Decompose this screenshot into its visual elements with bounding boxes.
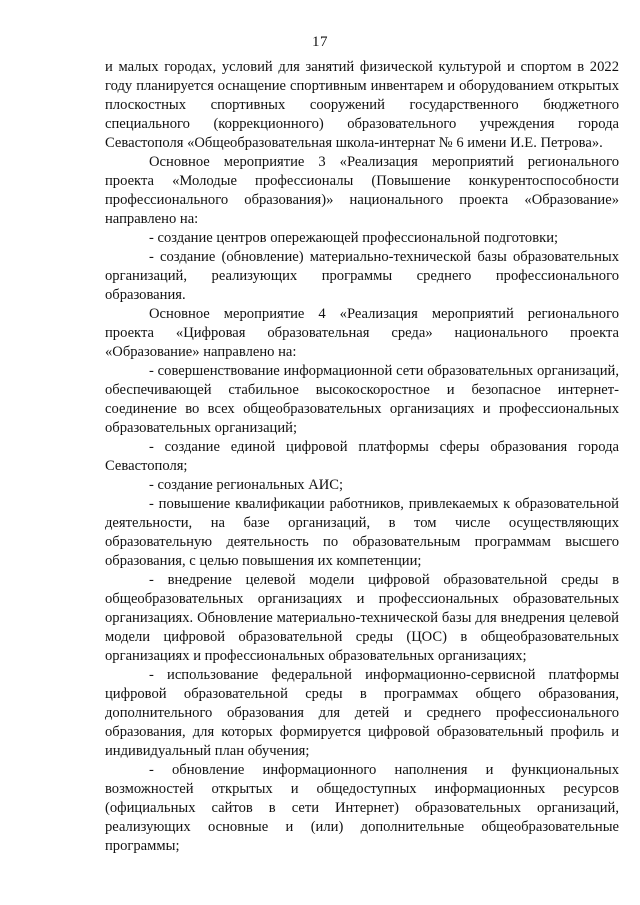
paragraph-main-activity-4: Основное мероприятие 4 «Реализация мероприятий регионального проекта «Цифровая образовательная среда» национального проекта «Образование» направлено на: <box>105 306 619 360</box>
list-item-federal-platform-usage: - использование федеральной информационно-сервисной платформы цифровой образовательной среды в программах общего образования, дополнительного образования для детей и среднего профессионального образования, для которых формируется цифровой образовательный профиль и индивидуальный план обучения; <box>105 667 619 759</box>
list-item-regional-ais: - создание региональных АИС; <box>149 477 344 493</box>
list-item-network-improvement: - совершенствование информационной сети образовательных организаций, обеспечивающей стабильное высокоскоростное и безопасное интернет-соединение во всех общеобразовательных организациях и профессиональных образовательных организаций; <box>105 363 619 436</box>
paragraph-main-activity-3: Основное мероприятие 3 «Реализация мероприятий регионального проекта «Молодые профессионалы (Повышение конкурентоспособности профессионального образования)» национального проекта «Образование» направлено на: <box>105 154 619 227</box>
page-number: 17 <box>312 34 328 50</box>
paragraph-intro-continuation: и малых городах, условий для занятий физической культурой и спортом в 2022 году планируется оснащение спортивным инвентарем и оборудованием открытых плоскостных спортивных сооружений государственного бюджетного специального (коррекционного) образовательного учреждения города Севастополя «Общеобразовательная школа-интернат № 6 имени И.Е. Петрова». <box>105 59 619 151</box>
list-item-digital-platform: - создание единой цифровой платформы сферы образования города Севастополя; <box>105 439 619 474</box>
list-item-digital-environment-model: - внедрение целевой модели цифровой образовательной среды в общеобразовательных организациях и профессиональных образовательных организациях. Обновление материально-технической базы для внедрения целевой модели цифровой образовательной среды (ЦОС) в общеобразовательных организациях и профессиональных образовательных организациях; <box>105 572 619 664</box>
document-body <box>105 58 619 856</box>
list-item-qualification-improvement: - повышение квалификации работников, привлекаемых к образовательной деятельности, на базе организаций, в том числе осуществляющих образовательную деятельность по образовательным программам высшего образования, с целью повышения их компетенции; <box>105 496 619 569</box>
list-item-material-base-update: - создание (обновление) материально-технической базы образовательных организаций, реализующих программы среднего профессионального образования. <box>105 249 619 303</box>
list-item-information-resources-update: - обновление информационного наполнения и функциональных возможностей открытых и общедоступных информационных ресурсов (официальных сайтов в сети Интернет) образовательных организаций, реализующих основные и (или) дополнительные общеобразовательные программы; <box>105 762 619 854</box>
list-item-advanced-training-centers: - создание центров опережающей профессиональной подготовки; <box>149 230 559 246</box>
